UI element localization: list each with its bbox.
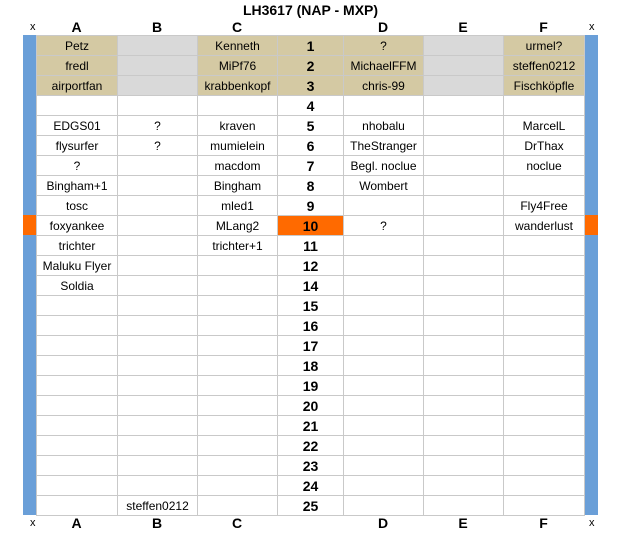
seat-cell-f[interactable] — [504, 276, 585, 296]
seat-cell-e[interactable] — [424, 236, 504, 256]
seat-cell-b[interactable]: ? — [118, 136, 198, 156]
seat-row — [37, 56, 585, 76]
row-number: 4 — [278, 96, 344, 116]
row-number: 3 — [278, 76, 344, 96]
seat-cell-b[interactable] — [118, 276, 198, 296]
row-number: 22 — [278, 436, 344, 456]
seat-cell-c[interactable] — [198, 316, 278, 336]
seat-cell-e[interactable] — [424, 316, 504, 336]
seat-cell-d[interactable] — [344, 296, 424, 316]
col-header-d: D — [377, 19, 389, 35]
seat-row — [37, 256, 585, 276]
row-number: 1 — [278, 36, 344, 56]
seat-cell-f[interactable] — [504, 456, 585, 476]
corner-x-bottom-right: x — [589, 517, 595, 529]
seat-cell-e[interactable] — [424, 216, 504, 236]
seat-cell-a[interactable] — [37, 336, 118, 356]
seat-row — [37, 436, 585, 456]
seat-cell-a[interactable]: EDGS01 — [37, 116, 118, 136]
seat-cell-a[interactable] — [37, 316, 118, 336]
seat-cell-e[interactable] — [424, 276, 504, 296]
seat-cell-a[interactable] — [37, 416, 118, 436]
seat-cell-d[interactable]: chris-99 — [344, 76, 424, 96]
left-row-marker — [23, 215, 36, 235]
seat-cell-f[interactable] — [504, 416, 585, 436]
seat-cell-b[interactable] — [118, 56, 198, 76]
row-number: 24 — [278, 476, 344, 496]
seat-cell-e[interactable] — [424, 376, 504, 396]
seat-cell-d[interactable] — [344, 376, 424, 396]
seat-cell-c[interactable] — [198, 256, 278, 276]
row-number: 7 — [278, 156, 344, 176]
row-number: 12 — [278, 256, 344, 276]
seat-cell-c[interactable] — [198, 436, 278, 456]
seat-cell-e[interactable] — [424, 116, 504, 136]
seat-cell-a[interactable]: fredl — [37, 56, 118, 76]
seat-cell-c[interactable] — [198, 336, 278, 356]
seat-cell-a[interactable]: trichter — [37, 236, 118, 256]
seat-cell-b[interactable] — [118, 156, 198, 176]
col-header-a: A — [71, 19, 82, 35]
seat-cell-b[interactable] — [118, 416, 198, 436]
row-number: 2 — [278, 56, 344, 76]
seat-row — [37, 196, 585, 216]
seat-row — [37, 356, 585, 376]
seat-row — [37, 136, 585, 156]
seat-cell-a[interactable]: tosc — [37, 196, 118, 216]
seat-row — [37, 316, 585, 336]
seat-cell-d[interactable] — [344, 316, 424, 336]
seat-cell-e[interactable] — [424, 336, 504, 356]
row-number: 8 — [278, 176, 344, 196]
row-number: 25 — [278, 496, 344, 516]
row-number: 15 — [278, 296, 344, 316]
seat-cell-c[interactable]: macdom — [198, 156, 278, 176]
seat-cell-c[interactable]: MiPf76 — [198, 56, 278, 76]
col-footer-b: B — [151, 515, 163, 531]
col-header-c: C — [231, 19, 243, 35]
seat-cell-d[interactable]: MichaelFFM — [344, 56, 424, 76]
seat-cell-a[interactable]: ? — [37, 156, 118, 176]
col-footer-d: D — [377, 515, 389, 531]
seat-cell-f[interactable] — [504, 336, 585, 356]
seat-cell-d[interactable] — [344, 276, 424, 296]
seat-row — [37, 276, 585, 296]
seat-cell-b[interactable] — [118, 216, 198, 236]
seat-cell-a[interactable]: flysurfer — [37, 136, 118, 156]
left-side-bar — [23, 35, 36, 515]
seat-cell-b[interactable] — [118, 256, 198, 276]
seat-row — [37, 336, 585, 356]
col-footer-c: C — [231, 515, 243, 531]
col-footer-e: E — [458, 515, 468, 531]
seat-cell-d[interactable] — [344, 416, 424, 436]
row-number: 21 — [278, 416, 344, 436]
corner-x-bottom-left: x — [30, 517, 36, 529]
seat-cell-f[interactable] — [504, 396, 585, 416]
seat-cell-d[interactable]: ? — [344, 36, 424, 56]
seat-cell-e[interactable] — [424, 136, 504, 156]
seat-cell-f[interactable] — [504, 436, 585, 456]
col-header-f: F — [539, 19, 548, 35]
row-number: 11 — [278, 236, 344, 256]
seat-cell-c[interactable]: MLang2 — [198, 216, 278, 236]
flight-title: LH3617 (NAP - MXP) — [242, 2, 379, 18]
seat-cell-a[interactable]: Maluku Flyer — [37, 256, 118, 276]
row-number: 19 — [278, 376, 344, 396]
seat-cell-c[interactable] — [198, 416, 278, 436]
seat-cell-a[interactable] — [37, 376, 118, 396]
seat-row — [37, 116, 585, 136]
corner-x-top-left: x — [30, 21, 36, 33]
seat-row — [37, 476, 585, 496]
seat-cell-e[interactable] — [424, 36, 504, 56]
seat-cell-b[interactable] — [118, 436, 198, 456]
seat-cell-f[interactable]: steffen0212 — [504, 56, 585, 76]
seat-cell-e[interactable] — [424, 456, 504, 476]
seat-cell-a[interactable]: Petz — [37, 36, 118, 56]
seat-cell-d[interactable]: Begl. noclue — [344, 156, 424, 176]
corner-x-top-right: x — [589, 21, 595, 33]
seat-cell-e[interactable] — [424, 176, 504, 196]
seat-cell-b[interactable]: ? — [118, 116, 198, 136]
seat-cell-a[interactable]: Bingham+1 — [37, 176, 118, 196]
col-header-e: E — [458, 19, 468, 35]
seat-cell-b[interactable] — [118, 476, 198, 496]
seat-cell-b[interactable] — [118, 396, 198, 416]
seat-cell-c[interactable]: krabbenkopf — [198, 76, 278, 96]
row-number: 18 — [278, 356, 344, 376]
seat-cell-a[interactable]: airportfan — [37, 76, 118, 96]
seat-cell-c[interactable]: kraven — [198, 116, 278, 136]
seat-cell-f[interactable]: Fischköpfle — [504, 76, 585, 96]
seat-cell-f[interactable]: DrThax — [504, 136, 585, 156]
row-number: 5 — [278, 116, 344, 136]
seat-cell-c[interactable] — [198, 376, 278, 396]
seat-cell-a[interactable]: foxyankee — [37, 216, 118, 236]
seat-cell-c[interactable]: mled1 — [198, 196, 278, 216]
seat-cell-c[interactable]: Kenneth — [198, 36, 278, 56]
seat-cell-e[interactable] — [424, 296, 504, 316]
seat-cell-f[interactable] — [504, 356, 585, 376]
seat-cell-e[interactable] — [424, 476, 504, 496]
seat-cell-a[interactable] — [37, 296, 118, 316]
seat-cell-f[interactable] — [504, 316, 585, 336]
seat-cell-e[interactable] — [424, 356, 504, 376]
seat-cell-c[interactable] — [198, 96, 278, 116]
seat-cell-a[interactable] — [37, 456, 118, 476]
seat-cell-a[interactable] — [37, 436, 118, 456]
seat-cell-c[interactable] — [198, 456, 278, 476]
seat-row — [37, 236, 585, 256]
seat-cell-c[interactable] — [198, 356, 278, 376]
seat-cell-a[interactable] — [37, 396, 118, 416]
seat-cell-a[interactable] — [37, 96, 118, 116]
row-number: 6 — [278, 136, 344, 156]
seat-cell-c[interactable] — [198, 496, 278, 516]
seat-cell-b[interactable] — [118, 176, 198, 196]
seat-row — [37, 156, 585, 176]
seat-cell-b[interactable] — [118, 356, 198, 376]
seat-cell-e[interactable] — [424, 436, 504, 456]
seat-cell-a[interactable] — [37, 356, 118, 376]
seat-cell-c[interactable] — [198, 396, 278, 416]
seat-cell-f[interactable]: Fly4Free — [504, 196, 585, 216]
seat-cell-b[interactable] — [118, 336, 198, 356]
seat-cell-d[interactable] — [344, 436, 424, 456]
row-number: 17 — [278, 336, 344, 356]
seat-cell-b[interactable] — [118, 296, 198, 316]
seat-cell-c[interactable]: Bingham — [198, 176, 278, 196]
seat-cell-f[interactable] — [504, 176, 585, 196]
seat-cell-b[interactable] — [118, 456, 198, 476]
seat-cell-f[interactable] — [504, 96, 585, 116]
seat-cell-c[interactable] — [198, 296, 278, 316]
seat-row — [37, 376, 585, 396]
seat-row — [37, 296, 585, 316]
row-number: 16 — [278, 316, 344, 336]
seat-cell-a[interactable] — [37, 476, 118, 496]
seat-cell-e[interactable] — [424, 396, 504, 416]
seat-map-table — [36, 35, 585, 516]
seat-cell-b[interactable] — [118, 316, 198, 336]
seat-cell-b[interactable] — [118, 376, 198, 396]
seat-cell-e[interactable] — [424, 76, 504, 96]
seat-row — [37, 76, 585, 96]
seat-cell-a[interactable]: Soldia — [37, 276, 118, 296]
seat-cell-d[interactable] — [344, 336, 424, 356]
seat-cell-b[interactable]: steffen0212 — [118, 496, 198, 516]
seat-cell-a[interactable] — [37, 496, 118, 516]
row-number: 20 — [278, 396, 344, 416]
seat-row — [37, 36, 585, 56]
seat-cell-b[interactable] — [118, 96, 198, 116]
seat-cell-f[interactable] — [504, 256, 585, 276]
seat-row — [37, 456, 585, 476]
row-number: 9 — [278, 196, 344, 216]
seat-row — [37, 416, 585, 436]
seat-cell-d[interactable]: nhobalu — [344, 116, 424, 136]
col-header-b: B — [151, 19, 163, 35]
seat-cell-d[interactable] — [344, 236, 424, 256]
seat-cell-d[interactable] — [344, 96, 424, 116]
seat-cell-d[interactable] — [344, 496, 424, 516]
seat-cell-d[interactable] — [344, 196, 424, 216]
seat-cell-f[interactable]: wanderlust — [504, 216, 585, 236]
seat-row — [37, 96, 585, 116]
seat-cell-c[interactable]: trichter+1 — [198, 236, 278, 256]
right-side-bar — [585, 35, 598, 515]
col-footer-a: A — [71, 515, 82, 531]
seat-row — [37, 396, 585, 416]
seat-cell-b[interactable] — [118, 196, 198, 216]
seat-cell-e[interactable] — [424, 196, 504, 216]
seat-row — [37, 216, 585, 236]
seat-cell-f[interactable] — [504, 376, 585, 396]
seat-cell-d[interactable]: Wombert — [344, 176, 424, 196]
seat-cell-e[interactable] — [424, 496, 504, 516]
seat-cell-d[interactable]: TheStranger — [344, 136, 424, 156]
seat-cell-f[interactable]: MarcelL — [504, 116, 585, 136]
seat-cell-b[interactable] — [118, 36, 198, 56]
seat-cell-b[interactable] — [118, 76, 198, 96]
seat-cell-c[interactable] — [198, 276, 278, 296]
seat-cell-d[interactable] — [344, 396, 424, 416]
seat-cell-b[interactable] — [118, 236, 198, 256]
seat-cell-e[interactable] — [424, 416, 504, 436]
seat-cell-d[interactable]: ? — [344, 216, 424, 236]
seat-cell-f[interactable] — [504, 296, 585, 316]
seat-cell-f[interactable] — [504, 476, 585, 496]
seat-cell-f[interactable]: urmel? — [504, 36, 585, 56]
row-number: 10 — [278, 216, 344, 236]
seat-cell-d[interactable] — [344, 356, 424, 376]
seat-row — [37, 176, 585, 196]
seat-cell-d[interactable] — [344, 476, 424, 496]
seat-cell-c[interactable]: mumielein — [198, 136, 278, 156]
right-row-marker — [585, 215, 598, 235]
seat-cell-f[interactable] — [504, 236, 585, 256]
seat-cell-d[interactable] — [344, 256, 424, 276]
seat-cell-e[interactable] — [424, 96, 504, 116]
seat-cell-e[interactable] — [424, 256, 504, 276]
seat-cell-c[interactable] — [198, 476, 278, 496]
row-number: 23 — [278, 456, 344, 476]
col-footer-f: F — [539, 515, 548, 531]
seat-cell-e[interactable] — [424, 56, 504, 76]
seat-cell-e[interactable] — [424, 156, 504, 176]
seat-cell-f[interactable] — [504, 496, 585, 516]
row-number: 14 — [278, 276, 344, 296]
seat-cell-d[interactable] — [344, 456, 424, 476]
seat-cell-f[interactable]: noclue — [504, 156, 585, 176]
seat-row — [37, 496, 585, 516]
